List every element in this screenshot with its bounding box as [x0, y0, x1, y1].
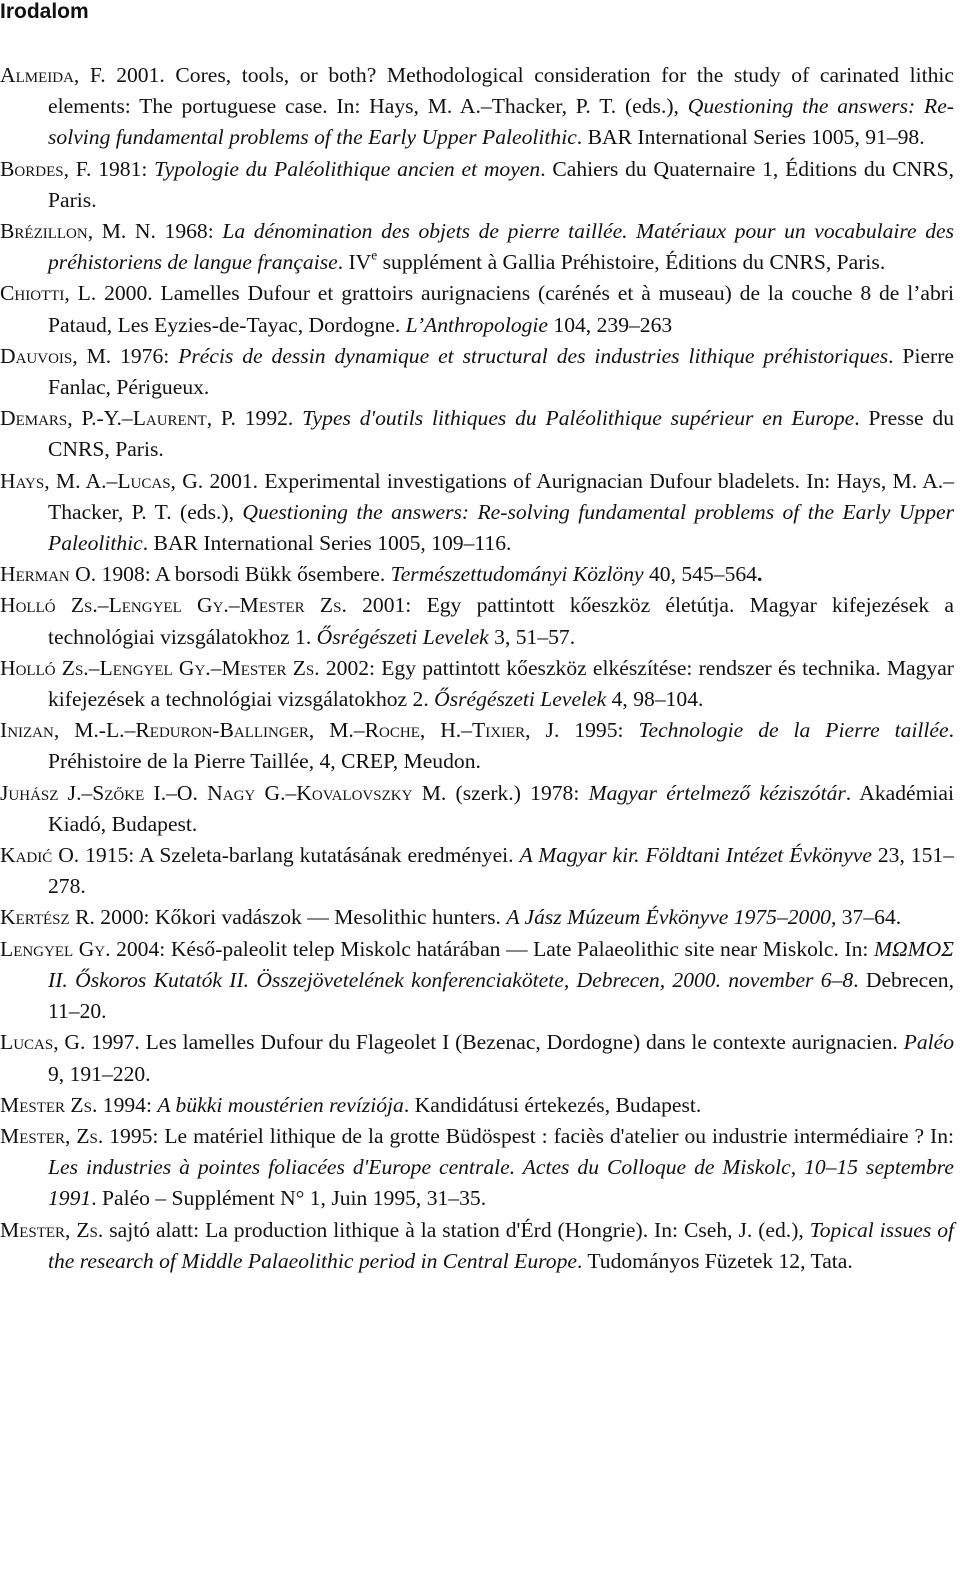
reference-text: Les lamelles Dufour du Flageolet I (Bezenac, Dordogne) dans le contexte aurignacien. — [145, 1030, 904, 1055]
reference-title: Topical issues of the research of Middle Palaeolithic period in Central Europe — [48, 1217, 954, 1273]
reference-text: Experimental investigations of Aurignacian Dufour bladelets. In: Hays, M. A.–Thacker, P. T. (eds.), — [48, 468, 955, 524]
reference-year: 1997. — [85, 1030, 146, 1055]
reference-year: 1995: — [103, 1123, 165, 1148]
reference-text: . Tudományos Füzetek 12, Tata. — [576, 1248, 853, 1273]
reference-title: La dénomination des objets de pierre taillée. Matériaux pour un vocabulaire des préhistoriens de langue française — [48, 219, 955, 275]
reference-year: 1995: — [559, 718, 639, 743]
reference-year: (szerk.) 1978: — [446, 780, 589, 805]
reference-title: A Magyar kir. Földtani Intézet Évkönyve — [519, 843, 872, 868]
reference-title: Ősrégészeti Levelek — [316, 624, 489, 649]
reference-entry-mester-1995 — [0, 1121, 954, 1215]
reference-entry-almeida-2001 — [0, 60, 954, 154]
reference-title: Magyar értelmező kéziszótár — [588, 780, 846, 805]
reference-title: Questioning the answers: Re-solving fundamental problems of the Early Upper Paleolithic — [48, 499, 954, 556]
reference-text: 40, 545–564 — [643, 562, 757, 587]
reference-authors: Kadić O. — [0, 843, 80, 868]
reference-year: 2004: — [110, 936, 171, 961]
reference-title: Technologie de la Pierre taillée — [638, 718, 949, 743]
reference-text: Egy pattintott kőeszköz elkészítése: rendszer és technika. Magyar kifejezések a technológiai vizsgálatokhoz 2. — [48, 655, 955, 712]
reference-year: 2001. — [203, 468, 265, 493]
reference-year: 1992. — [235, 406, 303, 431]
reference-year: 1908: — [96, 562, 155, 587]
reference-authors: Demars, P.-Y.–Laurent, P. — [0, 406, 236, 431]
reference-text: . IV — [337, 250, 372, 275]
reference-title: ΜΩΜΟΣ II. Őskoros Kutatók II. Összejövetelének konferenciakötete, Debrecen, 2000. november 6–8 — [48, 936, 955, 992]
reference-authors: Bordes, F. — [0, 156, 92, 181]
reference-year: 1915: — [79, 843, 140, 868]
reference-authors: Mester Zs. — [0, 1092, 98, 1117]
reference-text: 3, 51–57. — [488, 624, 576, 649]
reference-authors: Almeida, F. — [0, 63, 106, 87]
reference-text: 4, 98–104. — [606, 687, 704, 712]
reference-year: 2002: — [319, 655, 382, 680]
reference-authors: Kertész R. — [0, 905, 95, 930]
reference-title: A bükki moustérien revíziója — [157, 1092, 404, 1117]
reference-title: Ősrégészeti Levelek — [434, 687, 607, 712]
reference-authors: Juhász J.–Szőke I.–O. Nagy G.–Kovalovszky M. — [0, 780, 447, 805]
reference-entry-brezillon-1968 — [0, 216, 954, 278]
reference-text: 104, 239–263 — [548, 312, 673, 337]
reference-entry-mester-in-press — [0, 1215, 954, 1277]
reference-year: 2001: — [346, 593, 427, 618]
reference-authors: Dauvois, M. — [0, 343, 112, 368]
reference-text: . Kandidátusi értekezés, Budapest. — [403, 1092, 702, 1117]
reference-text: Lamelles Dufour et grattoirs aurignaciens (carénés et à museau) de la couche 8 de l’abri Pataud, Les Eyzies-de-Tayac, Dordogne. — [48, 281, 954, 337]
reference-text: . BAR International Series 1005, 91–98. — [576, 125, 925, 150]
reference-text: . Presse du CNRS, Paris. — [48, 406, 955, 462]
reference-text: Egy pattintott kőeszköz életútja. Magyar kifejezések a technológiai vizsgálatokhoz 1. — [48, 593, 954, 649]
reference-entry-kadic-1915 — [0, 840, 954, 902]
reference-title: Typologie du Paléolithique ancien et moyen — [154, 156, 541, 181]
reference-entry-lucas-1997 — [0, 1027, 954, 1089]
reference-text: supplément à Gallia Préhistoire, Éditions du CNRS, Paris. — [377, 250, 886, 275]
reference-entry-hays-2001 — [0, 466, 954, 560]
reference-year: 1994: — [97, 1092, 158, 1117]
reference-text: . Pierre Fanlac, Périgueux. — [48, 343, 954, 400]
reference-authors: Brézillon, M. N. — [0, 219, 156, 244]
reference-authors: Lucas, G. — [0, 1030, 86, 1055]
reference-entry-herman-1908 — [0, 559, 954, 590]
reference-authors: Hays, M. A.–Lucas, G. — [0, 468, 204, 493]
reference-entry-bordes-1981 — [0, 154, 954, 216]
reference-text: , 37–64. — [830, 905, 902, 930]
reference-title: Természettudományi Közlöny — [390, 562, 644, 587]
reference-text: Késő-paleolit telep Miskolc határában — Late Palaeolithic site near Miskolc. In: — [170, 936, 874, 961]
reference-title: A Jász Múzeum Évkönyve 1975–2000 — [506, 905, 831, 930]
reference-text: Kőkori vadászok — Mesolithic hunters. — [154, 905, 507, 930]
reference-text: . Paléo – Supplément N° 1, Juin 1995, 31–35. — [91, 1186, 487, 1211]
reference-title: Types d'outils lithiques du Paléolithique supérieur en Europe — [302, 406, 855, 431]
reference-entry-hollo-2001 — [0, 590, 954, 652]
reference-entry-juhasz-1978 — [0, 778, 954, 840]
reference-year: 2000. — [96, 281, 161, 306]
reference-entry-hollo-2002 — [0, 653, 954, 715]
reference-authors: Herman O. — [0, 562, 97, 587]
reference-authors: Mester, Zs. — [0, 1123, 104, 1148]
reference-entry-lengyel-2004 — [0, 934, 954, 1028]
reference-year: 1968: — [155, 219, 223, 244]
reference-text: A Szeleta-barlang kutatásának eredményei. — [139, 843, 520, 868]
reference-authors: Inizan, M.-L.–Reduron-Ballinger, M.–Roche, H.–Tixier, J. — [0, 718, 560, 743]
reference-year: 1976: — [111, 343, 179, 368]
reference-text: . Debrecen, 11–20. — [48, 967, 954, 1024]
reference-year: 2001. — [105, 63, 176, 87]
reference-text: . Cahiers du Quaternaire 1, Éditions du CNRS, Paris. — [48, 156, 954, 212]
reference-authors: Mester, Zs. — [0, 1217, 104, 1242]
reference-entry-demars-1992 — [0, 403, 954, 465]
reference-title: Questioning the answers: Re-solving fundamental problems of the Early Upper Paleolithic — [48, 94, 954, 150]
reference-title: Précis de dessin dynamique et structural des industries lithique préhistoriques — [178, 343, 889, 368]
reference-entry-kertesz-2000 — [0, 902, 954, 933]
reference-authors: Holló Zs.–Lengyel Gy.–Mester Zs. — [0, 593, 347, 618]
reference-text: Cores, tools, or both? Methodological consideration for the study of carinated lithic elements: The portuguese case. In: Hays, M. A.–Thacker, P. T. (eds.), — [48, 63, 954, 119]
reference-text: . Akadémiai Kiadó, Budapest. — [48, 780, 954, 836]
reference-title: L’Anthropologie — [405, 312, 549, 337]
reference-entry-dauvois-1976 — [0, 341, 954, 403]
reference-text: . BAR International Series 1005, 109–116. — [142, 531, 512, 556]
reference-authors: Chiotti, L. — [0, 281, 97, 306]
reference-bold-period: . — [756, 562, 763, 587]
reference-authors: Holló Zs.–Lengyel Gy.–Mester Zs. — [0, 655, 320, 680]
reference-authors: Lengyel Gy. — [0, 936, 111, 961]
reference-text: 9, 191–220. — [48, 1061, 151, 1086]
section-title: Irodalom — [0, 0, 89, 23]
reference-title: Les industries à pointes foliacées d'Europe centrale. Actes du Colloque de Miskolc, 10–15 septembre 1991 — [48, 1155, 954, 1211]
reference-year: 1981: — [91, 156, 155, 181]
reference-text: 23, 151–278. — [48, 843, 954, 899]
reference-entry-mester-1994 — [0, 1090, 954, 1121]
reference-entry-inizan-1995 — [0, 715, 954, 777]
reference-year: 2000: — [94, 905, 155, 930]
reference-text: La production lithique à la station d'Érd (Hongrie). In: Cseh, J. (ed.), — [205, 1217, 810, 1242]
reference-text: A borsodi Bükk ősembere. — [154, 562, 391, 587]
reference-text: Le matériel lithique de la grotte Büdöspest : faciès d'atelier ou industrie intermédiaire ? In: — [164, 1123, 955, 1148]
reference-text: . Préhistoire de la Pierre Taillée, 4, CREP, Meudon. — [48, 718, 955, 774]
reference-entry-chiotti-2000 — [0, 278, 954, 340]
reference-year: sajtó alatt: — [103, 1217, 206, 1242]
reference-list — [0, 60, 954, 1277]
reference-title: Paléo — [903, 1030, 954, 1055]
reference-superscript: e — [371, 247, 378, 263]
